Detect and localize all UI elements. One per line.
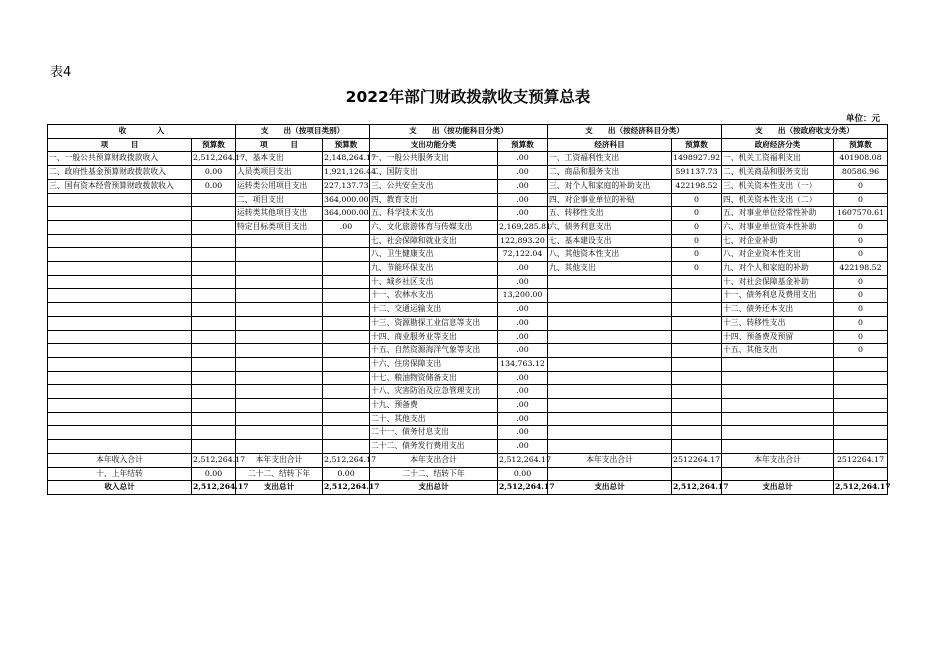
amount-cell: [192, 207, 236, 221]
item-cell: 六、对事业单位资本性补助: [722, 220, 834, 234]
amount-cell: [834, 371, 888, 385]
item-cell: [722, 385, 834, 399]
amount-cell: [192, 262, 236, 276]
item-cell: [722, 399, 834, 413]
item-cell: 十四、商业服务业等支出: [370, 330, 498, 344]
table-row: [48, 220, 888, 234]
amount-cell: [192, 289, 236, 303]
item-cell: [722, 371, 834, 385]
item-cell: 十三、资源勘探工业信息等支出: [370, 316, 498, 330]
item-cell: 十九、预备费: [370, 399, 498, 413]
item-cell: 二十二、结转下年: [370, 467, 498, 481]
item-cell: 十八、灾害防治及应急管理支出: [370, 385, 498, 399]
item-cell: [236, 385, 323, 399]
column-header: 支出功能分类: [370, 138, 498, 152]
total-label-cell: 支出总计: [236, 481, 323, 495]
amount-cell: 0.00: [192, 467, 236, 481]
item-cell: [48, 234, 192, 248]
amount-cell: .00: [498, 385, 548, 399]
table-row: [48, 207, 888, 221]
item-cell: [548, 330, 672, 344]
table-row: [48, 330, 888, 344]
item-cell: 十四、预备费及预留: [722, 330, 834, 344]
header-group-row: [48, 125, 888, 139]
column-header: 预算数: [498, 138, 548, 152]
amount-cell: [192, 399, 236, 413]
header-group-economic: 支 出（按经济科目分类）: [548, 125, 722, 139]
amount-cell: 1,921,126.44: [323, 166, 370, 180]
amount-cell: 0: [672, 207, 722, 221]
amount-cell: 0: [834, 275, 888, 289]
amount-cell: .00: [498, 426, 548, 440]
amount-cell: [672, 412, 722, 426]
amount-cell: .00: [498, 152, 548, 166]
total-amount-cell: 2,512,264.17: [192, 481, 236, 495]
amount-cell: 0: [672, 262, 722, 276]
amount-cell: [323, 440, 370, 454]
table-row: [48, 426, 888, 440]
amount-cell: [672, 399, 722, 413]
amount-cell: [323, 371, 370, 385]
item-cell: 六、债务利息支出: [548, 220, 672, 234]
amount-cell: [672, 275, 722, 289]
item-cell: [722, 440, 834, 454]
item-cell: 九、其他支出: [548, 262, 672, 276]
item-cell: [236, 357, 323, 371]
table-row: [48, 385, 888, 399]
amount-cell: [192, 385, 236, 399]
item-cell: 运转类公用项目支出: [236, 179, 323, 193]
amount-cell: 364,000.00: [323, 193, 370, 207]
item-cell: [236, 262, 323, 276]
item-cell: 本年支出合计: [370, 453, 498, 467]
item-cell: 五、转移性支出: [548, 207, 672, 221]
table-row: [48, 412, 888, 426]
item-cell: [548, 316, 672, 330]
item-cell: [548, 371, 672, 385]
amount-cell: [323, 316, 370, 330]
amount-cell: .00: [498, 440, 548, 454]
amount-cell: .00: [498, 330, 548, 344]
table-row: [48, 275, 888, 289]
amount-cell: 0: [834, 193, 888, 207]
table-row: [48, 303, 888, 317]
item-cell: [236, 440, 323, 454]
item-cell: [236, 330, 323, 344]
amount-cell: [834, 426, 888, 440]
amount-cell: [323, 412, 370, 426]
item-cell: [236, 303, 323, 317]
amount-cell: [323, 248, 370, 262]
amount-cell: [672, 303, 722, 317]
amount-cell: .00: [498, 371, 548, 385]
column-header: 政府经济分类: [722, 138, 834, 152]
total-label-cell: 支出总计: [722, 481, 834, 495]
amount-cell: .00: [498, 344, 548, 358]
amount-cell: 2,512,264.17: [192, 152, 236, 166]
total-label-cell: 支出总计: [370, 481, 498, 495]
header-group-function: 支 出（按功能科目分类）: [370, 125, 548, 139]
amount-cell: .00: [498, 193, 548, 207]
amount-cell: .00: [498, 179, 548, 193]
item-cell: [236, 371, 323, 385]
item-cell: 一、一般公共服务支出: [370, 152, 498, 166]
item-cell: 人员类项目支出: [236, 166, 323, 180]
item-cell: 一、一般公共预算财政拨款收入: [48, 152, 192, 166]
amount-cell: [672, 289, 722, 303]
amount-cell: 2,512,264.17: [323, 453, 370, 467]
amount-cell: [192, 412, 236, 426]
table-body: [48, 125, 891, 495]
table-row: [48, 289, 888, 303]
column-header: 预算数: [672, 138, 722, 152]
table-row: [48, 262, 888, 276]
amount-cell: [192, 440, 236, 454]
header-column-row: [48, 138, 888, 152]
item-cell: [48, 275, 192, 289]
amount-cell: 72,122.04: [498, 248, 548, 262]
amount-cell: 0: [672, 234, 722, 248]
total-amount-cell: 2,512,264.17: [672, 481, 722, 495]
item-cell: 十、城乡社区支出: [370, 275, 498, 289]
item-cell: [548, 344, 672, 358]
total-amount-cell: 2,512,264.17: [498, 481, 548, 495]
item-cell: 本年收入合计: [48, 453, 192, 467]
item-cell: [548, 426, 672, 440]
amount-cell: [192, 193, 236, 207]
item-cell: [48, 440, 192, 454]
amount-cell: [323, 289, 370, 303]
amount-cell: .00: [498, 316, 548, 330]
amount-cell: 2,169,285.81: [498, 220, 548, 234]
table-row: [48, 344, 888, 358]
amount-cell: [323, 262, 370, 276]
table-row: [48, 316, 888, 330]
table-row: [48, 399, 888, 413]
item-cell: [236, 234, 323, 248]
amount-cell: [323, 426, 370, 440]
amount-cell: [323, 357, 370, 371]
item-cell: [48, 385, 192, 399]
total-label-cell: 收入总计: [48, 481, 192, 495]
amount-cell: 2512264.17: [672, 453, 722, 467]
amount-cell: [834, 412, 888, 426]
item-cell: 十、对社会保障基金补助: [722, 275, 834, 289]
summary-row: [48, 467, 888, 481]
item-cell: [548, 440, 672, 454]
amount-cell: [672, 330, 722, 344]
table-row: [48, 371, 888, 385]
amount-cell: [834, 357, 888, 371]
item-cell: [548, 357, 672, 371]
item-cell: [548, 303, 672, 317]
item-cell: 五、科学技术支出: [370, 207, 498, 221]
amount-cell: .00: [498, 207, 548, 221]
summary-row: [48, 453, 888, 467]
amount-cell: 2512264.17: [834, 453, 888, 467]
page-title: 2022年部门财政拨款收支预算总表: [345, 88, 591, 106]
amount-cell: .00: [498, 399, 548, 413]
table-row: [48, 248, 888, 262]
amount-cell: [192, 275, 236, 289]
table-label: 表4: [50, 65, 72, 80]
item-cell: [48, 371, 192, 385]
item-cell: [48, 248, 192, 262]
amount-cell: [323, 330, 370, 344]
table-row: [48, 234, 888, 248]
amount-cell: 0: [834, 289, 888, 303]
item-cell: 十二、债务还本支出: [722, 303, 834, 317]
item-cell: [236, 316, 323, 330]
amount-cell: 1498927.92: [672, 152, 722, 166]
item-cell: [722, 357, 834, 371]
amount-cell: [834, 385, 888, 399]
total-row: [48, 481, 888, 495]
amount-cell: [323, 303, 370, 317]
amount-cell: [192, 371, 236, 385]
item-cell: [236, 426, 323, 440]
item-cell: 十二、交通运输支出: [370, 303, 498, 317]
amount-cell: [323, 275, 370, 289]
amount-cell: 0.00: [192, 166, 236, 180]
column-header: 预算数: [834, 138, 888, 152]
table-row: [48, 166, 888, 180]
item-cell: 十五、其他支出: [722, 344, 834, 358]
amount-cell: 134,763.12: [498, 357, 548, 371]
item-cell: [48, 344, 192, 358]
amount-cell: [192, 316, 236, 330]
total-amount-cell: 2,512,264.17: [323, 481, 370, 495]
amount-cell: [323, 399, 370, 413]
amount-cell: [834, 467, 888, 481]
item-cell: [48, 357, 192, 371]
amount-cell: 2,512,264.17: [498, 453, 548, 467]
item-cell: 八、对企业资本性支出: [722, 248, 834, 262]
item-cell: 运转类其他项目支出: [236, 207, 323, 221]
item-cell: [48, 316, 192, 330]
table-row: [48, 357, 888, 371]
item-cell: 本年支出合计: [548, 453, 672, 467]
table-row: [48, 179, 888, 193]
amount-cell: [672, 426, 722, 440]
item-cell: [236, 275, 323, 289]
amount-cell: 122,893.20: [498, 234, 548, 248]
header-group-income: 收 入: [48, 125, 236, 139]
table-row: [48, 440, 888, 454]
amount-cell: 0: [834, 179, 888, 193]
item-cell: 特定目标类项目支出: [236, 220, 323, 234]
item-cell: 四、教育支出: [370, 193, 498, 207]
item-cell: 八、卫生健康支出: [370, 248, 498, 262]
item-cell: [722, 412, 834, 426]
item-cell: 五、对事业单位经常性补助: [722, 207, 834, 221]
item-cell: 一、机关工资福利支出: [722, 152, 834, 166]
item-cell: [236, 344, 323, 358]
amount-cell: 401908.08: [834, 152, 888, 166]
item-cell: 十一、债务利息及费用支出: [722, 289, 834, 303]
item-cell: 二十、其他支出: [370, 412, 498, 426]
item-cell: 十五、自然资源海洋气象等支出: [370, 344, 498, 358]
item-cell: [236, 248, 323, 262]
item-cell: 本年支出合计: [236, 453, 323, 467]
amount-cell: [192, 303, 236, 317]
amount-cell: [323, 344, 370, 358]
amount-cell: 80586.96: [834, 166, 888, 180]
item-cell: [548, 467, 672, 481]
item-cell: 四、机关资本性支出（二）: [722, 193, 834, 207]
item-cell: 二十二、债务发行费用支出: [370, 440, 498, 454]
item-cell: 二十一、债务付息支出: [370, 426, 498, 440]
item-cell: 一、基本支出: [236, 152, 323, 166]
item-cell: 七、社会保障和就业支出: [370, 234, 498, 248]
amount-cell: 0: [834, 303, 888, 317]
amount-cell: 0: [834, 316, 888, 330]
amount-cell: [672, 467, 722, 481]
amount-cell: 0: [672, 220, 722, 234]
amount-cell: .00: [498, 262, 548, 276]
item-cell: 一、工资福利性支出: [548, 152, 672, 166]
amount-cell: [672, 344, 722, 358]
item-cell: [236, 412, 323, 426]
amount-cell: .00: [323, 220, 370, 234]
item-cell: [548, 399, 672, 413]
item-cell: [722, 467, 834, 481]
item-cell: [722, 426, 834, 440]
item-cell: [48, 289, 192, 303]
total-label-cell: 支出总计: [548, 481, 672, 495]
amount-cell: [672, 371, 722, 385]
amount-cell: [192, 220, 236, 234]
amount-cell: .00: [498, 275, 548, 289]
amount-cell: [834, 399, 888, 413]
amount-cell: 0.00: [498, 467, 548, 481]
amount-cell: [672, 357, 722, 371]
item-cell: 四、对企事业单位的补贴: [548, 193, 672, 207]
item-cell: 六、文化旅游体育与传媒支出: [370, 220, 498, 234]
item-cell: [548, 385, 672, 399]
item-cell: 二、机关商品和服务支出: [722, 166, 834, 180]
item-cell: 三、国有资本经营预算财政拨款收入: [48, 179, 192, 193]
item-cell: 七、基本建设支出: [548, 234, 672, 248]
item-cell: 三、对个人和家庭的补助支出: [548, 179, 672, 193]
column-header: 经济科目: [548, 138, 672, 152]
amount-cell: 0: [834, 330, 888, 344]
budget-table: [47, 124, 891, 495]
item-cell: 三、机关资本性支出（一）: [722, 179, 834, 193]
item-cell: [236, 399, 323, 413]
amount-cell: 0: [834, 234, 888, 248]
item-cell: 二、项目支出: [236, 193, 323, 207]
item-cell: [48, 412, 192, 426]
amount-cell: [192, 344, 236, 358]
amount-cell: 227,137.73: [323, 179, 370, 193]
item-cell: 二、政府性基金预算财政拨款收入: [48, 166, 192, 180]
amount-cell: 0: [672, 193, 722, 207]
item-cell: 二、商品和服务支出: [548, 166, 672, 180]
amount-cell: 0: [834, 248, 888, 262]
item-cell: 八、其他资本性支出: [548, 248, 672, 262]
amount-cell: 0.00: [192, 179, 236, 193]
unit-label: 单位：元: [845, 114, 880, 124]
amount-cell: .00: [498, 166, 548, 180]
header-group-project: 支 出（按项目类别）: [236, 125, 370, 139]
amount-cell: [192, 357, 236, 371]
item-cell: 二十二、结转下年: [236, 467, 323, 481]
table-row: [48, 152, 888, 166]
column-header: 项 目: [48, 138, 192, 152]
item-cell: 十、上年结转: [48, 467, 192, 481]
item-cell: [548, 275, 672, 289]
amount-cell: 364,000.00: [323, 207, 370, 221]
amount-cell: [192, 330, 236, 344]
item-cell: 十一、农林水支出: [370, 289, 498, 303]
amount-cell: 1607570.61: [834, 207, 888, 221]
item-cell: [48, 220, 192, 234]
amount-cell: [672, 316, 722, 330]
amount-cell: 422198.52: [834, 262, 888, 276]
item-cell: [48, 193, 192, 207]
item-cell: 十三、转移性支出: [722, 316, 834, 330]
amount-cell: [323, 234, 370, 248]
item-cell: 十七、粮油物资储备支出: [370, 371, 498, 385]
amount-cell: 591137.73: [672, 166, 722, 180]
amount-cell: 422198.52: [672, 179, 722, 193]
item-cell: [236, 289, 323, 303]
item-cell: 十六、住房保障支出: [370, 357, 498, 371]
amount-cell: [672, 385, 722, 399]
item-cell: [548, 412, 672, 426]
item-cell: [48, 399, 192, 413]
amount-cell: .00: [498, 412, 548, 426]
amount-cell: 0: [672, 248, 722, 262]
column-header: 预算数: [323, 138, 370, 152]
item-cell: 二、国防支出: [370, 166, 498, 180]
amount-cell: 2,148,264.17: [323, 152, 370, 166]
item-cell: 九、节能环保支出: [370, 262, 498, 276]
amount-cell: [672, 440, 722, 454]
item-cell: [548, 289, 672, 303]
table-row: [48, 193, 888, 207]
amount-cell: [323, 385, 370, 399]
header-group-government: 支 出（按政府收支分类）: [722, 125, 888, 139]
amount-cell: 0.00: [323, 467, 370, 481]
item-cell: 七、对企业补助: [722, 234, 834, 248]
item-cell: [48, 330, 192, 344]
amount-cell: 0: [834, 220, 888, 234]
amount-cell: 13,200.00: [498, 289, 548, 303]
item-cell: 三、公共安全支出: [370, 179, 498, 193]
item-cell: 九、对个人和家庭的补助: [722, 262, 834, 276]
amount-cell: 0: [834, 344, 888, 358]
amount-cell: [834, 440, 888, 454]
item-cell: 本年支出合计: [722, 453, 834, 467]
item-cell: [48, 426, 192, 440]
amount-cell: [192, 234, 236, 248]
amount-cell: [192, 426, 236, 440]
item-cell: [48, 207, 192, 221]
item-cell: [48, 303, 192, 317]
column-header: 预算数: [192, 138, 236, 152]
item-cell: [48, 262, 192, 276]
amount-cell: .00: [498, 303, 548, 317]
total-amount-cell: 2,512,264.17: [834, 481, 888, 495]
amount-cell: [192, 248, 236, 262]
column-header: 项 目: [236, 138, 323, 152]
amount-cell: 2,512,264.17: [192, 453, 236, 467]
